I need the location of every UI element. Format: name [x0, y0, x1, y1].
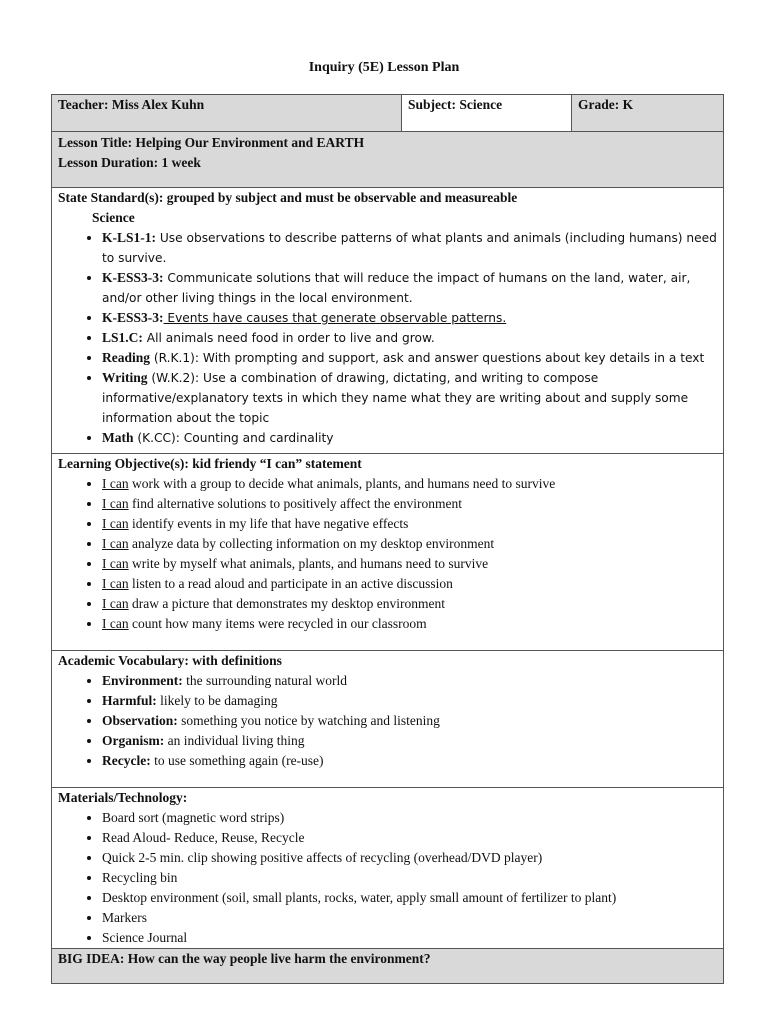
standard-item [102, 328, 717, 348]
materials-heading: Materials/Technology: [58, 790, 188, 805]
standard-item [102, 428, 717, 448]
objective-text: analyze data by collecting information on my desktop environment [128, 536, 495, 551]
objective-item [102, 614, 717, 634]
standard-item [102, 228, 717, 268]
standards-row [52, 188, 724, 454]
grade-cell: Grade: K [572, 95, 724, 132]
standard-item [102, 348, 717, 368]
standard-text: (W.K.2): Use a combination of drawing, dictating, and writing to compose informative/explanatory texts in which they name what they are writing about and supply some information about the topic [102, 371, 689, 425]
vocabulary-list [58, 671, 717, 771]
objective-text: listen to a read aloud and participate in an active discussion [128, 576, 453, 591]
objective-item [102, 594, 717, 614]
big-idea-cell: BIG IDEA: How can the way people live harm the environment? [52, 949, 724, 984]
objective-text: draw a picture that demonstrates my desktop environment [128, 596, 446, 611]
i-can-prefix: I can [102, 516, 129, 531]
vocabulary-cell [52, 651, 724, 788]
objective-item [102, 514, 717, 534]
standard-text: (K.CC): Counting and cardinality [133, 431, 334, 445]
vocabulary-item [102, 751, 717, 771]
lesson-plan-table [51, 94, 724, 984]
big-idea-row [52, 949, 724, 984]
header-row [52, 95, 724, 132]
standards-cell [52, 188, 724, 454]
standard-code: Writing [102, 370, 148, 385]
vocabulary-definition: to use something again (re-use) [150, 753, 324, 768]
standard-text: Events have causes that generate observable patterns. [163, 311, 507, 325]
standard-code: K-LS1-1: [102, 230, 156, 245]
i-can-prefix: I can [102, 536, 129, 551]
standards-subheading: Science [92, 210, 135, 225]
lesson-row [52, 132, 724, 188]
material-item: • Recycling bin [102, 868, 717, 888]
materials-row [52, 788, 724, 949]
materials-cell [52, 788, 724, 949]
vocabulary-item [102, 711, 717, 731]
material-item: • Desktop environment (soil, small plants, rocks, water, apply small amount of fertilizer to plant) [102, 888, 717, 908]
materials-list [58, 808, 717, 948]
objective-text: write by myself what animals, plants, and humans need to survive [128, 556, 489, 571]
standards-heading: State Standard(s): grouped by subject and must be observable and measureable [58, 190, 518, 205]
i-can-prefix: I can [102, 476, 129, 491]
objectives-list [58, 474, 717, 634]
lesson-title: Lesson Title: Helping Our Environment and EARTH [58, 135, 365, 150]
vocabulary-term: Environment: [102, 673, 183, 688]
objective-item [102, 494, 717, 514]
vocabulary-definition: the surrounding natural world [182, 673, 347, 688]
objective-item [102, 534, 717, 554]
vocabulary-term: Recycle: [102, 753, 151, 768]
vocabulary-item [102, 691, 717, 711]
standard-text: All animals need food in order to live and grow. [142, 331, 435, 345]
standard-code: K-ESS3-3: [102, 270, 164, 285]
objective-text: work with a group to decide what animals, plants, and humans need to survive [128, 476, 556, 491]
objective-item [102, 474, 717, 494]
vocabulary-definition: something you notice by watching and listening [177, 713, 440, 728]
i-can-prefix: I can [102, 576, 129, 591]
standard-code: Math [102, 430, 134, 445]
standard-text: Use observations to describe patterns of what plants and animals (including humans) need to survive. [102, 231, 717, 265]
i-can-prefix: I can [102, 556, 129, 571]
standard-code: Reading [102, 350, 151, 365]
objectives-row [52, 454, 724, 651]
i-can-prefix: I can [102, 596, 129, 611]
objective-item [102, 574, 717, 594]
i-can-prefix: I can [102, 496, 129, 511]
material-item: • Board sort (magnetic word strips) [102, 808, 717, 828]
vocabulary-term: Organism: [102, 733, 165, 748]
material-item: • Science Journal [102, 928, 717, 948]
standards-list [58, 228, 717, 448]
lesson-duration: Lesson Duration: 1 week [58, 155, 201, 170]
vocabulary-definition: an individual living thing [164, 733, 305, 748]
material-item: • Markers [102, 908, 717, 928]
standard-item [102, 308, 717, 328]
vocabulary-item [102, 671, 717, 691]
objective-item [102, 554, 717, 574]
vocabulary-term: Harmful: [102, 693, 157, 708]
material-item: • Read Aloud- Reduce, Reuse, Recycle [102, 828, 717, 848]
lesson-cell [52, 132, 724, 188]
teacher-cell: Teacher: Miss Alex Kuhn [52, 95, 402, 132]
material-item: • Quick 2-5 min. clip showing positive affects of recycling (overhead/DVD player) [102, 848, 717, 868]
vocabulary-row [52, 651, 724, 788]
standard-code: LS1.C: [102, 330, 143, 345]
document-title: Inquiry (5E) Lesson Plan [308, 60, 460, 75]
objective-text: identify events in my life that have negative effects [128, 516, 409, 531]
vocabulary-term: Observation: [102, 713, 178, 728]
objective-text: count how many items were recycled in our classroom [128, 616, 427, 631]
objectives-cell [52, 454, 724, 651]
objective-text: find alternative solutions to positively affect the environment [128, 496, 463, 511]
vocabulary-heading: Academic Vocabulary: with definitions [58, 653, 282, 668]
vocabulary-definition: likely to be damaging [156, 693, 278, 708]
objectives-heading: Learning Objective(s): kid friendy “I can” statement [58, 456, 362, 471]
standard-item [102, 368, 717, 428]
i-can-prefix: I can [102, 616, 129, 631]
standard-code: K-ESS3-3: [102, 310, 164, 325]
standard-item [102, 268, 717, 308]
subject-cell: Subject: Science [402, 95, 572, 132]
standard-text: Communicate solutions that will reduce the impact of humans on the land, water, air, and/or other living things in the local environment. [102, 271, 691, 305]
vocabulary-item [102, 731, 717, 751]
standard-text: (R.K.1): With prompting and support, ask and answer questions about key details in a text [150, 351, 705, 365]
